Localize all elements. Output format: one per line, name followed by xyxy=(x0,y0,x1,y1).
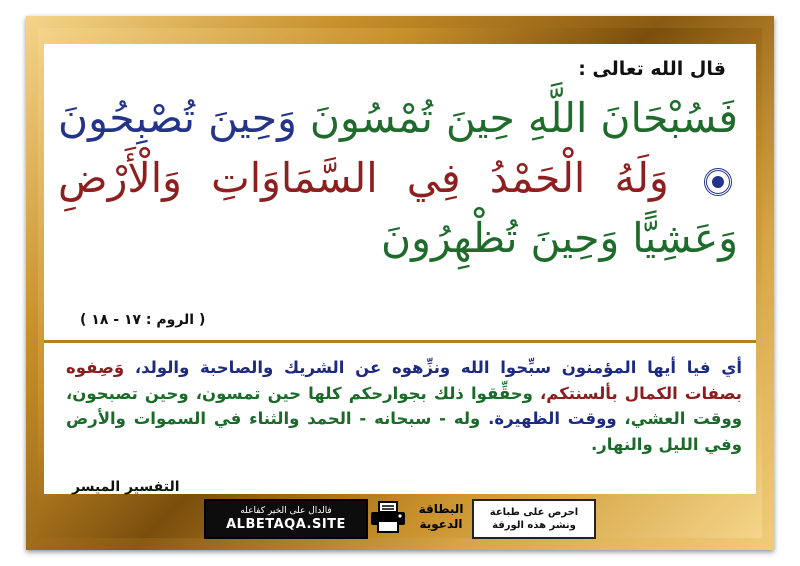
logo-line-1: البطاقة xyxy=(418,502,464,516)
verse-segment-1: فَسُبْحَانَ اللَّهِ حِينَ تُمْسُونَ xyxy=(309,94,738,142)
tafsir-panel xyxy=(44,343,756,494)
tafsir-source: التفسير الميسر xyxy=(72,479,180,495)
printer-icon xyxy=(368,501,408,533)
verse-segment-2: وَحِينَ تُصْبِحُونَ xyxy=(58,94,310,142)
tafsir-segment-2: وَصِفوه بصفات الكمال بألسنتكم، xyxy=(66,358,743,403)
tafsir-segment-4: ووقت الظهيرة. xyxy=(480,409,617,428)
verse-segment-4: وَعَشِيًّا وَحِينَ تُظْهِرُونَ xyxy=(381,214,738,262)
verse-reference: ( الروم : ١٧ - ١٨ ) xyxy=(80,312,206,328)
site-slogan: فالدال على الخير كفاعله xyxy=(240,506,332,516)
print-promo-box xyxy=(472,499,596,539)
tafsir-segment-5: وله - سبحانه - الحمد والثناء في السموات والأرض وفي الليل والنهار. xyxy=(66,409,742,454)
tafsir-segment-3: وحقِّقوا ذلك بجوارحكم كلها حين تمسون، وحين تصبحون، ووقت العشي، xyxy=(66,383,742,428)
brand-logo xyxy=(412,499,470,535)
promo-line-1: احرص على طباعة xyxy=(489,507,579,518)
site-link-box[interactable] xyxy=(204,499,368,539)
ayah-end-icon xyxy=(704,168,732,196)
promo-line-2: ونشر هذه الورقة xyxy=(492,520,576,531)
verse-panel xyxy=(44,44,756,343)
footer-bar xyxy=(204,499,596,535)
quran-verse xyxy=(58,88,738,268)
tafsir-text xyxy=(66,355,742,457)
site-url[interactable]: ALBETAQA.SITE xyxy=(226,517,346,532)
verse-intro: قال الله تعالى : xyxy=(578,58,726,80)
tafsir-segment-1: أي فيا أيها المؤمنون سبِّحوا الله ونزِّهوه عن الشريك والصاحبة والولد، xyxy=(124,358,742,377)
verse-segment-3: وَلَهُ الْحَمْدُ فِي السَّمَاوَاتِ وَالْأَرْضِ xyxy=(58,154,698,202)
logo-line-2: الدعوية xyxy=(419,517,463,531)
